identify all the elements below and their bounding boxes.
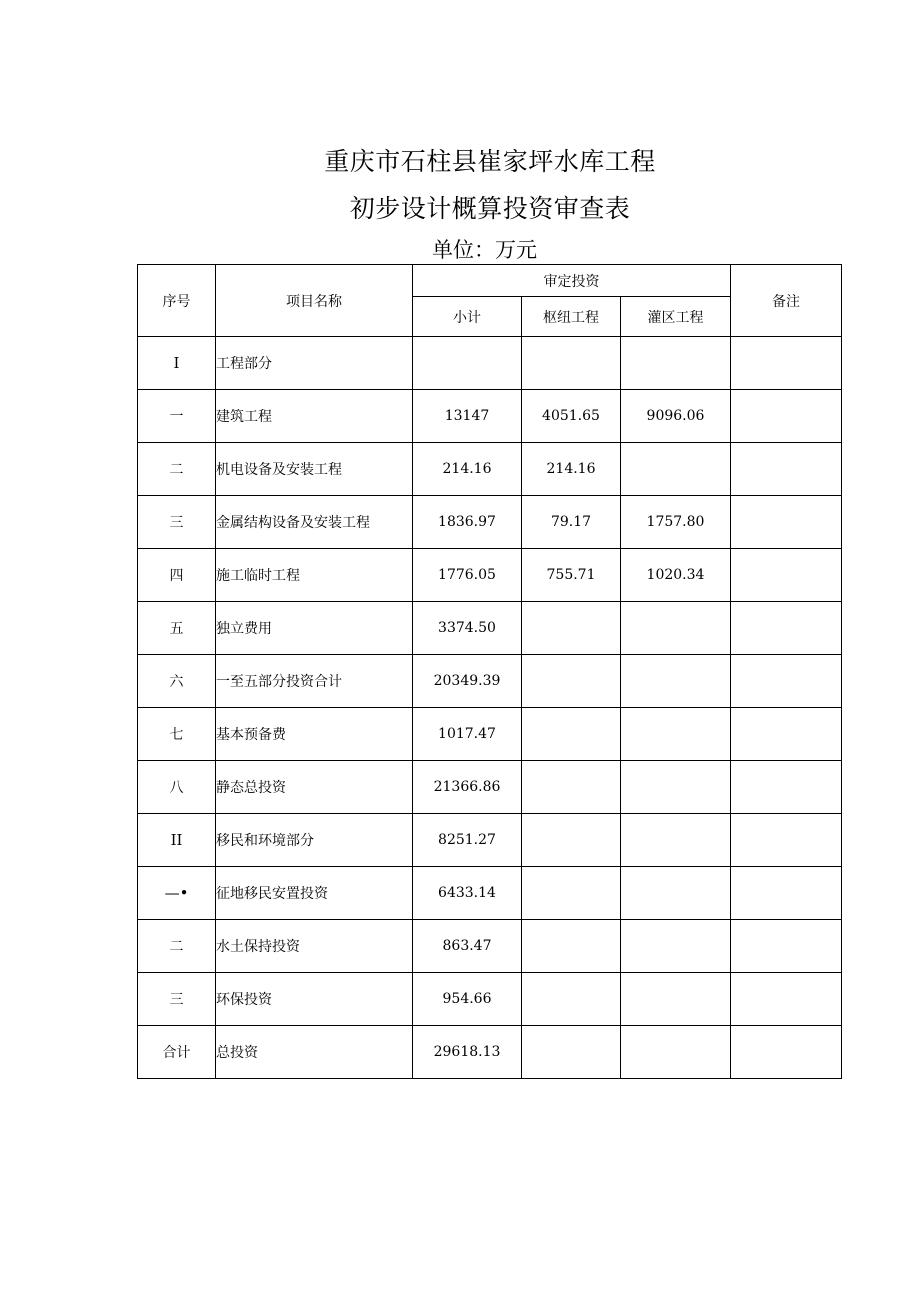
- row-seq: 八: [138, 761, 216, 814]
- row-remark: [731, 761, 842, 814]
- row-subtotal: 29618.13: [413, 1026, 522, 1079]
- row-hub: [522, 920, 621, 973]
- row-seq: 五: [138, 602, 216, 655]
- row-hub: [522, 1026, 621, 1079]
- row-irrigation: [621, 1026, 731, 1079]
- header-irrigation: 灌区工程: [621, 297, 731, 337]
- row-name: 征地移民安置投资: [216, 867, 413, 920]
- header-subtotal: 小计: [413, 297, 522, 337]
- table-row: [138, 549, 842, 602]
- row-irrigation: 1020.34: [621, 549, 731, 602]
- row-hub: [522, 973, 621, 1026]
- row-irrigation: 9096.06: [621, 390, 731, 443]
- row-irrigation: [621, 814, 731, 867]
- row-remark: [731, 337, 842, 390]
- row-remark: [731, 973, 842, 1026]
- row-name: 机电设备及安装工程: [216, 443, 413, 496]
- document-subtitle: 初步设计概算投资审查表: [349, 194, 631, 223]
- row-irrigation: [621, 337, 731, 390]
- row-seq: 三: [138, 496, 216, 549]
- row-remark: [731, 920, 842, 973]
- document-title: 重庆市石柱县崔家坪水库工程: [324, 147, 656, 176]
- row-remark: [731, 867, 842, 920]
- row-name: 金属结构设备及安装工程: [216, 496, 413, 549]
- table-row: [138, 602, 842, 655]
- row-remark: [731, 443, 842, 496]
- row-seq: II: [138, 814, 216, 867]
- row-seq: 六: [138, 655, 216, 708]
- table-row: [138, 708, 842, 761]
- row-irrigation: [621, 655, 731, 708]
- row-hub: [522, 708, 621, 761]
- table-header: [138, 265, 842, 337]
- row-hub: [522, 655, 621, 708]
- row-irrigation: [621, 708, 731, 761]
- row-name: 独立费用: [216, 602, 413, 655]
- table-row-total: [138, 1026, 842, 1079]
- row-remark: [731, 496, 842, 549]
- row-subtotal: 21366.86: [413, 761, 522, 814]
- row-seq: Ⅰ: [138, 337, 216, 390]
- table-row: [138, 496, 842, 549]
- row-remark: [731, 708, 842, 761]
- table-row: [138, 973, 842, 1026]
- row-irrigation: [621, 443, 731, 496]
- row-seq: —•: [138, 867, 216, 920]
- row-hub: 214.16: [522, 443, 621, 496]
- row-hub: [522, 814, 621, 867]
- header-approved-investment: 审定投资: [413, 265, 731, 297]
- row-hub: [522, 337, 621, 390]
- investment-table: [137, 264, 842, 1079]
- row-remark: [731, 390, 842, 443]
- row-remark: [731, 814, 842, 867]
- row-remark: [731, 655, 842, 708]
- table-row: [138, 655, 842, 708]
- row-name: 工程部分: [216, 337, 413, 390]
- row-subtotal: 3374.50: [413, 602, 522, 655]
- row-subtotal: 954.66: [413, 973, 522, 1026]
- row-hub: 755.71: [522, 549, 621, 602]
- row-seq: 合计: [138, 1026, 216, 1079]
- row-irrigation: [621, 920, 731, 973]
- header-remark: 备注: [731, 265, 842, 337]
- row-irrigation: 1757.80: [621, 496, 731, 549]
- row-irrigation: [621, 867, 731, 920]
- table-row: [138, 443, 842, 496]
- table-row: [138, 390, 842, 443]
- row-subtotal: 20349.39: [413, 655, 522, 708]
- table-row: [138, 761, 842, 814]
- row-name: 总投资: [216, 1026, 413, 1079]
- row-subtotal: 6433.14: [413, 867, 522, 920]
- row-hub: [522, 602, 621, 655]
- row-subtotal: 8251.27: [413, 814, 522, 867]
- row-seq: 二: [138, 443, 216, 496]
- header-hub: 枢纽工程: [522, 297, 621, 337]
- row-name: 环保投资: [216, 973, 413, 1026]
- row-name: 一至五部分投资合计: [216, 655, 413, 708]
- row-name: 水土保持投资: [216, 920, 413, 973]
- row-hub: 4051.65: [522, 390, 621, 443]
- row-subtotal: 13147: [413, 390, 522, 443]
- row-hub: [522, 761, 621, 814]
- row-name: 基本预备费: [216, 708, 413, 761]
- row-subtotal: [413, 337, 522, 390]
- table-row: [138, 867, 842, 920]
- row-name: 建筑工程: [216, 390, 413, 443]
- row-seq: 四: [138, 549, 216, 602]
- row-hub: 79.17: [522, 496, 621, 549]
- row-seq: 一: [138, 390, 216, 443]
- row-subtotal: 1017.47: [413, 708, 522, 761]
- row-irrigation: [621, 602, 731, 655]
- row-name: 施工临时工程: [216, 549, 413, 602]
- row-subtotal: 1836.97: [413, 496, 522, 549]
- table-row: [138, 337, 842, 390]
- unit-label: 单位：万元: [432, 238, 537, 262]
- row-subtotal: 214.16: [413, 443, 522, 496]
- table-body: [138, 337, 842, 1079]
- row-subtotal: 1776.05: [413, 549, 522, 602]
- row-seq: 三: [138, 973, 216, 1026]
- row-remark: [731, 549, 842, 602]
- row-name: 静态总投资: [216, 761, 413, 814]
- row-seq: 二: [138, 920, 216, 973]
- header-row-1: [138, 265, 842, 297]
- row-irrigation: [621, 761, 731, 814]
- row-seq: 七: [138, 708, 216, 761]
- table-row: [138, 814, 842, 867]
- table-row: [138, 920, 842, 973]
- row-name: 移民和环境部分: [216, 814, 413, 867]
- header-name: 项目名称: [216, 265, 413, 337]
- row-subtotal: 863.47: [413, 920, 522, 973]
- row-remark: [731, 602, 842, 655]
- row-remark: [731, 1026, 842, 1079]
- row-irrigation: [621, 973, 731, 1026]
- row-hub: [522, 867, 621, 920]
- header-seq: 序号: [138, 265, 216, 337]
